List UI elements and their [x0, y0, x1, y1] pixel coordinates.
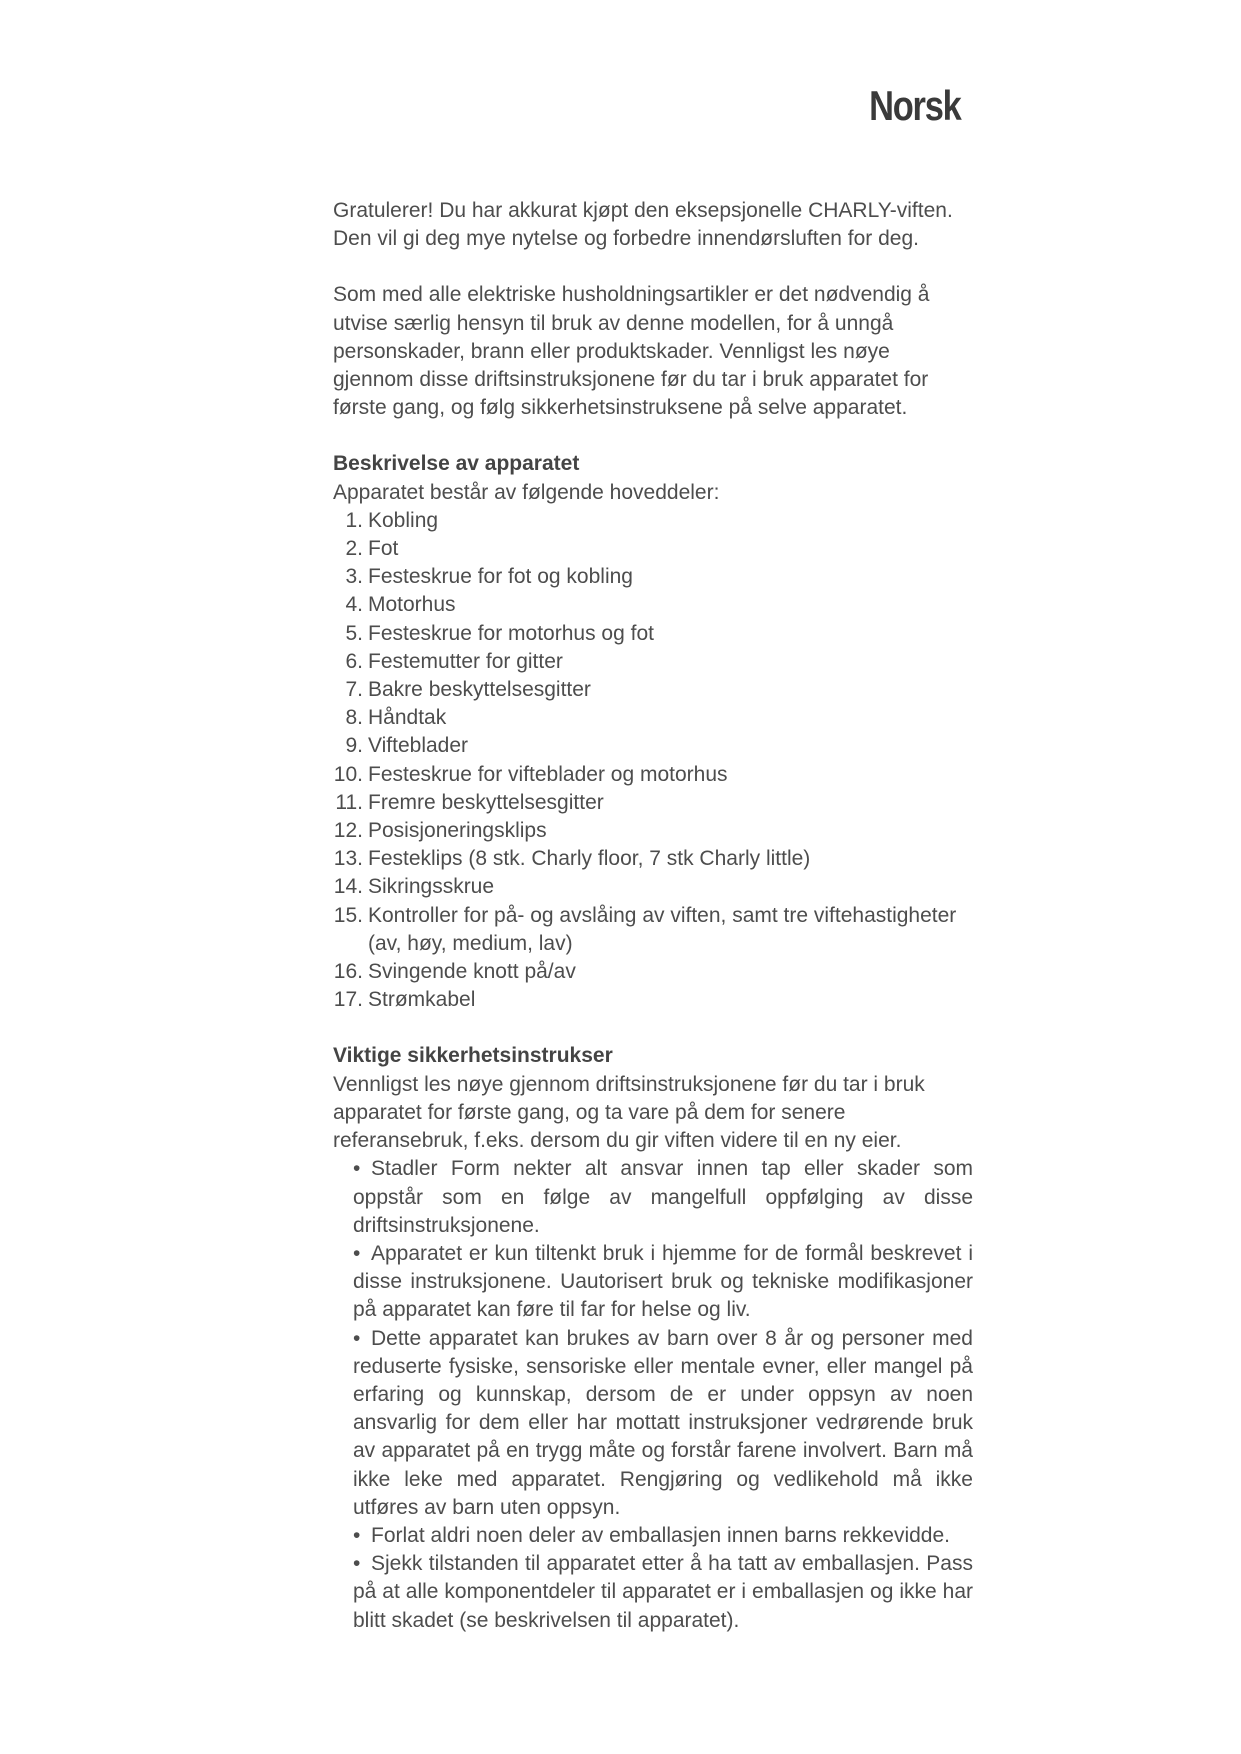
- bullet-icon: •: [353, 1241, 361, 1265]
- part-label: Vifteblader: [368, 734, 469, 758]
- part-label: Svingende knott på/av: [368, 960, 576, 984]
- part-list-item: [333, 845, 973, 873]
- safety-bullet-text: Forlat aldri noen deler av emballasjen innen barns rekkevidde.: [371, 1523, 950, 1547]
- safety-heading: Viktige sikkerhetsinstrukser: [333, 1044, 613, 1068]
- part-number: 11.: [335, 790, 363, 814]
- part-label: Sikringsskrue: [368, 875, 495, 899]
- part-list-item: [333, 704, 973, 732]
- part-label: Festeskrue for vifteblader og motorhus: [368, 762, 728, 786]
- intro-paragraph-1: Gratulerer! Du har akkurat kjøpt den eksepsjonelle CHARLY-viften. Den vil gi deg mye nytelse og forbedre innendørsluften for deg.: [333, 199, 953, 251]
- part-number: 13.: [333, 847, 363, 871]
- part-list-item: [333, 648, 973, 676]
- safety-bullet-text: Stadler Form nekter alt ansvar innen tap eller skader som oppstår som en følge av mangelfull oppfølging av disse driftsinstruksjonene.: [353, 1157, 973, 1237]
- bullet-icon: •: [353, 1326, 361, 1350]
- safety-bullet-text: Apparatet er kun tiltenkt bruk i hjemme for de formål beskrevet i disse instruksjonene. Uautorisert bruk og tekniske modifikasjoner på apparatet kan føre til far for helse og liv.: [353, 1241, 973, 1322]
- safety-lead: Vennligst les nøye gjennom driftsinstruksjonene før du tar i bruk apparatet for første gang, og ta vare på dem for senere referansebruk, f.eks. dersom du gir viften videre til en ny eier.: [333, 1072, 925, 1153]
- part-list-item: [333, 563, 973, 591]
- safety-bullet-list: [333, 1155, 973, 1634]
- part-number: 17.: [333, 988, 363, 1012]
- part-label: Festeklips (8 stk. Charly floor, 7 stk Charly little): [368, 847, 811, 871]
- part-list-item: [333, 958, 973, 986]
- part-list-item: [333, 789, 973, 817]
- part-number: 3.: [345, 565, 363, 589]
- description-lead: Apparatet består av følgende hoveddeler:: [333, 480, 720, 504]
- part-number: 15.: [333, 903, 363, 927]
- part-label: Håndtak: [368, 706, 447, 730]
- part-list-item: [333, 591, 973, 619]
- safety-bullet-text: Sjekk tilstanden til apparatet etter å ha tatt av emballasjen. Pass på at alle komponentdeler til apparatet er i emballasjen og ikke har blitt skadet (se beskrivelsen til apparatet).: [353, 1552, 973, 1632]
- bullet-icon: •: [353, 1523, 361, 1547]
- part-list-item: [333, 902, 973, 958]
- safety-bullet-text: Dette apparatet kan brukes av barn over 8 år og personer med reduserte fysiske, sensoriske eller mentale evner, eller mangel på erfaring og kunnskap, dersom de er under oppsyn av noen ansvarlig for dem eller har mottatt instruksjoner vedrørende bruk av apparatet på en trygg måte og forstår farene involvert. Barn må ikke leke med apparatet. Rengjøring og vedlikehold må ikke utføres av barn uten oppsyn.: [353, 1326, 973, 1519]
- part-number: 7.: [345, 678, 363, 702]
- part-list-item: [333, 732, 973, 760]
- part-number: 16.: [333, 960, 363, 984]
- part-label: Posisjoneringsklips: [368, 819, 547, 843]
- safety-bullet-item: [353, 1155, 973, 1240]
- part-label: Bakre beskyttelsesgitter: [368, 678, 591, 702]
- part-list-item: [333, 986, 973, 1014]
- part-number: 10.: [333, 762, 363, 786]
- part-number: 9.: [345, 734, 363, 758]
- intro-paragraph-2: Som med alle elektriske husholdningsartikler er det nødvendig å utvise særlig hensyn til bruk av denne modellen, for å unngå personskader, brann eller produktskader. Vennligst les nøye gjennom disse driftsinstruksjonene før du tar i bruk apparatet for første gang, og følg sikkerhetsinstruksene på selve apparatet.: [333, 283, 930, 420]
- part-number: 5.: [345, 621, 363, 645]
- part-label: Kontroller for på- og avslåing av viften, samt tre viftehastigheter (av, høy, medium, lav): [368, 903, 957, 955]
- part-label: Fremre beskyttelsesgitter: [368, 790, 604, 814]
- part-number: 4.: [345, 593, 363, 617]
- part-label: Festemutter for gitter: [368, 649, 563, 673]
- part-list-item: [333, 761, 973, 789]
- bullet-icon: •: [353, 1157, 361, 1181]
- part-label: Festeskrue for motorhus og fot: [368, 621, 654, 645]
- part-list-item: [333, 873, 973, 901]
- part-list-item: [333, 817, 973, 845]
- parts-list: [333, 507, 973, 1015]
- part-list-item: [333, 507, 973, 535]
- safety-bullet-item: [353, 1550, 973, 1635]
- part-number: 14.: [333, 875, 363, 899]
- bullet-icon: •: [353, 1552, 361, 1576]
- part-label: Strømkabel: [368, 988, 476, 1012]
- part-label: Fot: [368, 537, 399, 561]
- safety-bullet-item: [353, 1240, 973, 1325]
- part-number: 1.: [345, 508, 363, 532]
- part-number: 2.: [345, 537, 363, 561]
- language-heading: Norsk: [869, 82, 961, 129]
- document-body: [333, 197, 973, 1635]
- part-number: 12.: [333, 819, 363, 843]
- part-list-item: [333, 620, 973, 648]
- part-list-item: [333, 676, 973, 704]
- part-number: 8.: [345, 706, 363, 730]
- safety-bullet-item: [353, 1522, 973, 1550]
- part-number: 6.: [345, 649, 363, 673]
- safety-bullet-item: [353, 1325, 973, 1522]
- part-label: Kobling: [368, 508, 439, 532]
- part-label: Motorhus: [368, 593, 456, 617]
- part-label: Festeskrue for fot og kobling: [368, 565, 633, 589]
- description-heading: Beskrivelse av apparatet: [333, 452, 580, 476]
- part-list-item: [333, 535, 973, 563]
